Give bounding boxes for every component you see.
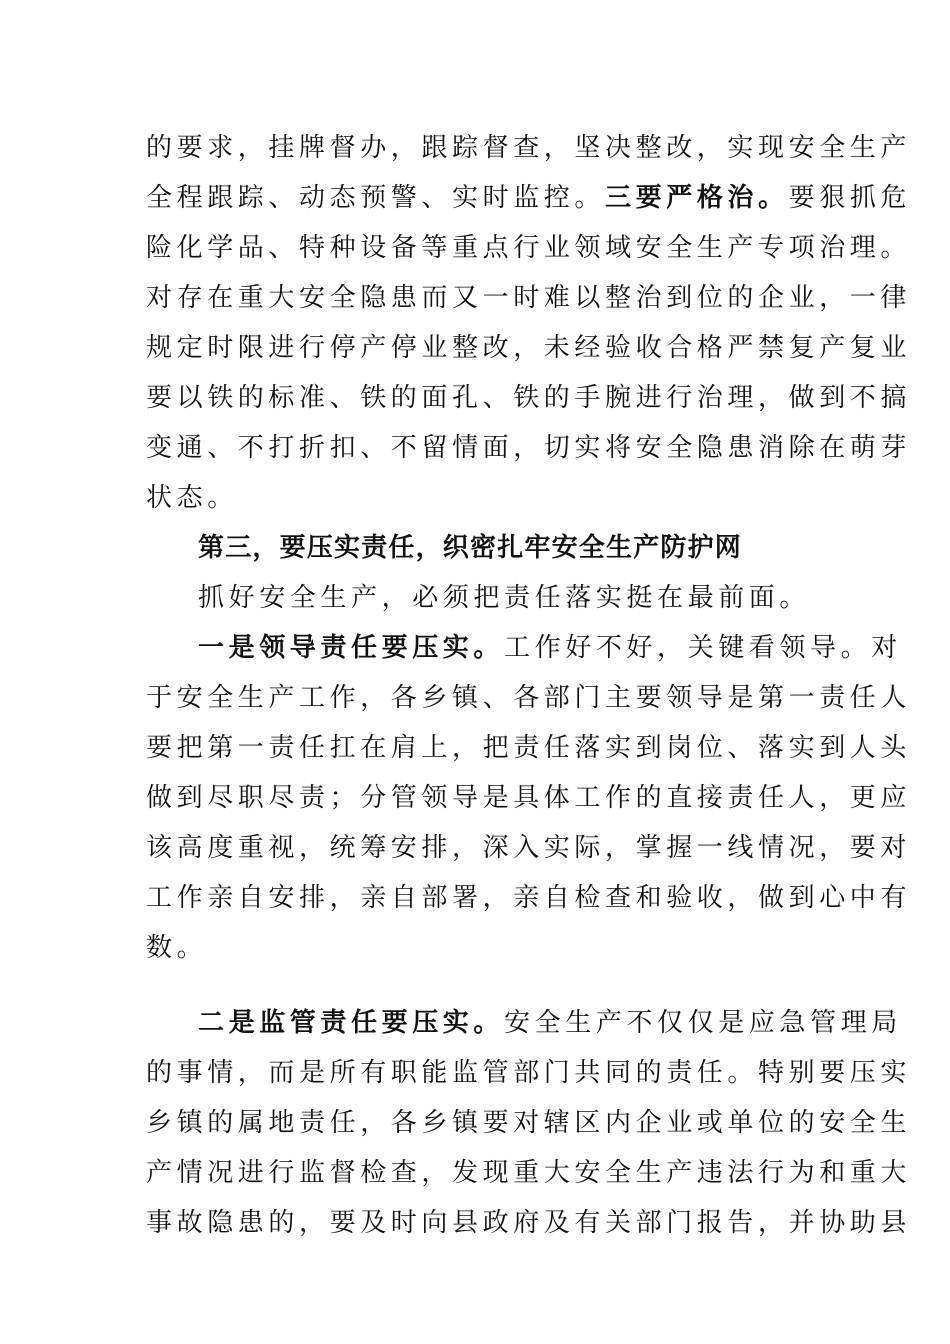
emphasis-run: 二是监管责任要压实。 bbox=[198, 1008, 505, 1038]
paragraph-line bbox=[198, 628, 902, 668]
paragraph-line: 的事情，而是所有职能监管部门共同的责任。特别要压实 bbox=[146, 1058, 912, 1088]
paragraph-line: 险化学品、特种设备等重点行业领域安全生产专项治理。 bbox=[146, 233, 912, 263]
paragraph-line: 数。 bbox=[146, 933, 208, 963]
paragraph-line: 要把第一责任扛在肩上，把责任落实到岗位、落实到人头 bbox=[146, 733, 912, 763]
paragraph-line: 要以铁的标准、铁的面孔、铁的手腕进行治理，做到不搞 bbox=[146, 383, 912, 413]
paragraph-line: 的要求，挂牌督办，跟踪督查，坚决整改，实现安全生产 bbox=[146, 133, 912, 163]
paragraph-line: 于安全生产工作，各乡镇、各部门主要领导是第一责任人 bbox=[146, 683, 912, 713]
emphasis-run: 三要严格治。 bbox=[605, 183, 789, 213]
paragraph-line: 事故隐患的，要及时向县政府及有关部门报告，并协助县 bbox=[146, 1208, 912, 1238]
text-run: 安全生产不仅仅是应急管理局 bbox=[504, 1008, 902, 1038]
text-run: 工作好不好，关键看领导。对 bbox=[504, 633, 902, 663]
paragraph-line: 状态。 bbox=[146, 483, 238, 513]
paragraph-line: 对存在重大安全隐患而又一时难以整治到位的企业，一律 bbox=[146, 283, 912, 313]
paragraph-line: 规定时限进行停产停业整改，未经验收合格严禁复产复业 bbox=[146, 333, 912, 363]
paragraph-line: 工作亲自安排，亲自部署，亲自检查和验收，做到心中有 bbox=[146, 883, 912, 913]
paragraph-line: 抓好安全生产，必须把责任落实挺在最前面。 bbox=[198, 583, 811, 613]
paragraph-line bbox=[198, 1003, 902, 1043]
text-run: 全程跟踪、动态预警、实时监控。 bbox=[146, 183, 606, 213]
paragraph-line bbox=[146, 178, 911, 218]
section-heading: 第三，要压实责任，织密扎牢安全生产防护网 bbox=[198, 533, 743, 563]
text-run: 要狠抓危 bbox=[788, 183, 912, 213]
paragraph-line: 乡镇的属地责任，各乡镇要对辖区内企业或单位的安全生 bbox=[146, 1108, 912, 1138]
paragraph-line: 产情况进行监督检查，发现重大安全生产违法行为和重大 bbox=[146, 1158, 912, 1188]
paragraph-line: 该高度重视，统筹安排，深入实际，掌握一线情况，要对 bbox=[146, 833, 912, 863]
paragraph-line: 做到尽职尽责；分管领导是具体工作的直接责任人，更应 bbox=[146, 783, 912, 813]
paragraph-line: 变通、不打折扣、不留情面，切实将安全隐患消除在萌芽 bbox=[146, 433, 912, 463]
emphasis-run: 一是领导责任要压实。 bbox=[198, 633, 505, 663]
